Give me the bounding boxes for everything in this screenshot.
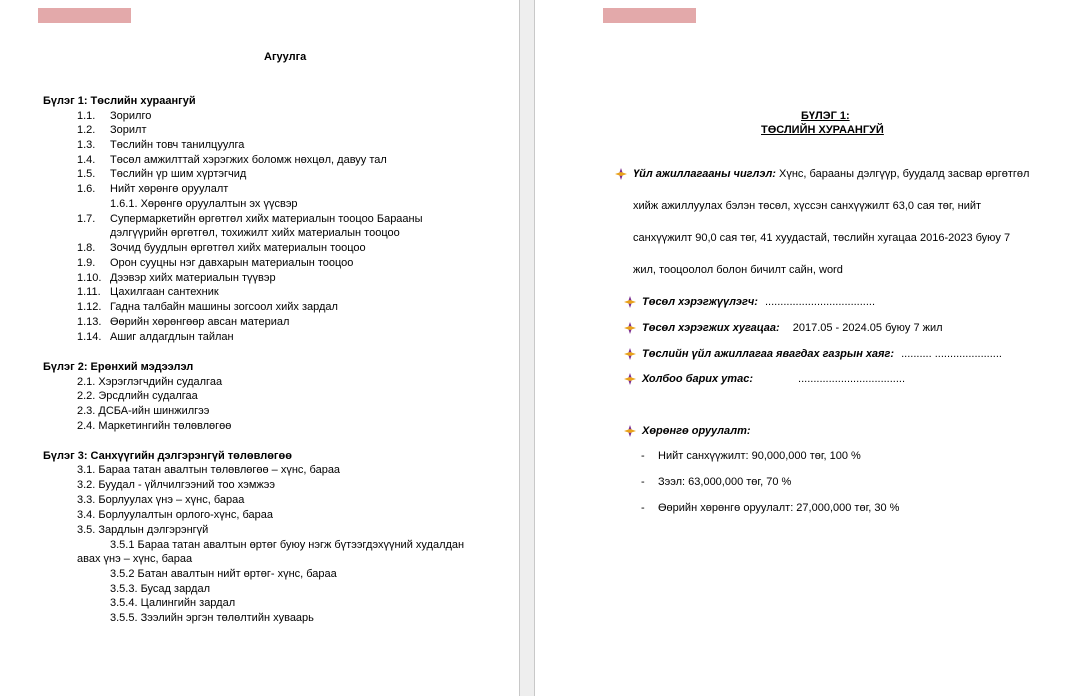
diamond-bullet-icon: [615, 168, 627, 180]
toc-item: 3.5. Зардлын дэлгэрэнгүй: [77, 524, 209, 536]
activity-label: Үйл ажиллагааны чиглэл:: [633, 168, 776, 180]
diamond-bullet-icon: [624, 425, 636, 437]
toc-item-text: Ашиг алдагдлын тайлан: [110, 331, 234, 343]
toc-item: 3.4. Борлуулалтын орлого-хүнс, бараа: [77, 509, 273, 521]
contents-title: Агуулга: [264, 51, 307, 63]
phone-value: ...................................: [798, 373, 906, 385]
toc-item-number: 1.14.: [77, 331, 102, 343]
period-row: [642, 322, 943, 335]
activity-text-2: хийж ажиллуулах бэлэн төсөл, хүссэн санхүүжилт 63,0 сая төг, нийт: [633, 200, 982, 212]
document-page-summary: [535, 0, 1066, 696]
diamond-bullet-icon: [624, 296, 636, 308]
chapter-title: БҮЛЭГ 1:: [801, 110, 850, 122]
toc-item-text: Супермаркетийн өргөтгөл хийх материалын тооцоо Барааны: [110, 213, 423, 225]
location-row: [642, 348, 1002, 361]
toc-subitem: 3.5.3. Бусад зардал: [110, 583, 211, 595]
toc-item-text: Гадна талбайн машины зогсоол хийх зардал: [110, 301, 338, 313]
chapter-2-heading: Бүлэг 2: Ерөнхий мэдээлэл: [43, 361, 194, 373]
toc-item-text: Зочид буудлын өргөтгөл хийх материалын тооцоо: [110, 242, 366, 254]
investment-item: Өөрийн хөрөнгө оруулалт: 27,000,000 төг, 30 %: [658, 502, 900, 514]
period-label: Төсөл хэрэгжих хугацаа:: [642, 322, 780, 334]
toc-item-text: Цахилгаан сантехник: [110, 286, 219, 298]
page-gutter: [519, 0, 535, 696]
activity-line-1: [633, 168, 1029, 181]
diamond-bullet-icon: [624, 373, 636, 385]
toc-item-text: Орон сууцны нэг давхарын материалын тооцоо: [110, 257, 354, 269]
toc-item: 3.1. Бараа татан авалтын төлөвлөгөө – хүнс, бараа: [77, 464, 341, 476]
toc-item-number: 1.10.: [77, 272, 102, 284]
chapter-1-heading: Бүлэг 1: Төслийн хураангуй: [43, 95, 196, 107]
chapter-subtitle: ТӨСЛИЙН ХУРААНГУЙ: [761, 124, 884, 136]
toc-item-text: Зорилт: [110, 124, 147, 136]
toc-item-text: Нийт хөрөнгө оруулалт: [110, 183, 229, 195]
investment-item: Нийт санхүүжилт: 90,000,000 төг, 100 %: [658, 450, 861, 462]
toc-item-number: 1.7.: [77, 213, 96, 225]
phone-row: [642, 373, 905, 386]
toc-subitem-text: 1.6.1. Хөрөнгө оруулалтын эх үүсвэр: [110, 198, 298, 210]
location-value: .......... ......................: [901, 348, 1002, 360]
toc-item-number: 1.12.: [77, 301, 102, 313]
toc-item-number: 1.3.: [77, 139, 96, 151]
toc-item-text: Төсөл амжилттай хэрэгжих боломж нөхцөл, давуу тал: [110, 154, 387, 166]
diamond-bullet-icon: [624, 348, 636, 360]
toc-item: 2.3. ДСБА-ийн шинжилгээ: [77, 405, 210, 417]
dash-marker: -: [641, 502, 645, 514]
activity-text-3: санхүүжилт 90,0 сая төг, 41 хуудастай, төслийн хугацаа 2016-2023 буюу 7: [633, 232, 1011, 244]
chapter-3-heading: Бүлэг 3: Санхүүгийн дэлгэрэнгүй төлөвлөгөө: [43, 450, 292, 462]
toc-item-number: 1.9.: [77, 257, 96, 269]
toc-subitem: 3.5.5. Зээлийн эргэн төлөлтийн хуваарь: [110, 612, 314, 624]
toc-item-number: 1.11.: [77, 286, 101, 298]
toc-item-text: Өөрийн хөрөнгөөр авсан материал: [110, 316, 290, 328]
dash-marker: -: [641, 450, 645, 462]
highlight-block: [603, 8, 696, 23]
toc-item: 3.2. Буудал - үйлчилгээний тоо хэмжээ: [77, 479, 275, 491]
toc-subitem: авах үнэ – хүнс, бараа: [77, 553, 193, 565]
toc-item-number: 1.5.: [77, 168, 96, 180]
toc-item-text: Дээвэр хийх материалын түүвэр: [110, 272, 276, 284]
toc-item-number: 1.1.: [77, 110, 96, 122]
toc-subitem: 3.5.1 Бараа татан авалтын өртөг буюу нэгж бүтээгдэхүүний худалдан: [110, 539, 465, 551]
toc-item: 2.4. Маркетингийн төлөвлөгөө: [77, 420, 232, 432]
highlight-block: [38, 8, 131, 23]
investment-item: Зээл: 63,000,000 төг, 70 %: [658, 476, 792, 488]
toc-item: 2.1. Хэрэглэгчдийн судалгаа: [77, 376, 223, 388]
toc-item-number: 1.8.: [77, 242, 96, 254]
investment-label: Хөрөнгө оруулалт:: [642, 425, 751, 437]
toc-item-number: 1.13.: [77, 316, 102, 328]
toc-item-text: Зорилго: [110, 110, 152, 122]
activity-text-1: Хүнс, барааны дэлгүүр, буудалд засвар өргөтгөл: [775, 168, 1030, 180]
dash-marker: -: [641, 476, 645, 488]
toc-item-number: 1.2.: [77, 124, 96, 136]
toc-subitem: 3.5.4. Цалингийн зардал: [110, 597, 236, 609]
implementer-value: ....................................: [765, 296, 876, 308]
toc-subitem-text: дэлгүүрийн өргөтгөл, тохижилт хийх материалын тооцоо: [110, 227, 400, 239]
implementer-label: Төсөл хэрэгжүүлэгч:: [642, 296, 758, 308]
diamond-bullet-icon: [624, 322, 636, 334]
phone-label: Холбоо барих утас:: [642, 373, 753, 385]
period-value: 2017.05 - 2024.05 буюу 7 жил: [792, 322, 943, 334]
toc-item: 2.2. Эрсдлийн судалгаа: [77, 390, 198, 402]
toc-item-number: 1.6.: [77, 183, 96, 195]
activity-text-4: жил, тооцоолол болон бичилт сайн, word: [633, 264, 843, 276]
toc-subitem: 3.5.2 Батан авалтын нийт өртөг- хүнс, бараа: [110, 568, 337, 580]
toc-item: 3.3. Борлуулах үнэ – хүнс, бараа: [77, 494, 245, 506]
location-label: Төслийн үйл ажиллагаа явагдах газрын хаяг:: [642, 348, 895, 360]
toc-item-text: Төслийн үр шим хүртэгчид: [110, 168, 247, 180]
document-page-contents: [0, 0, 519, 696]
implementer-row: [642, 296, 875, 309]
toc-item-text: Төслийн товч танилцуулга: [110, 139, 245, 151]
toc-item-number: 1.4.: [77, 154, 96, 166]
